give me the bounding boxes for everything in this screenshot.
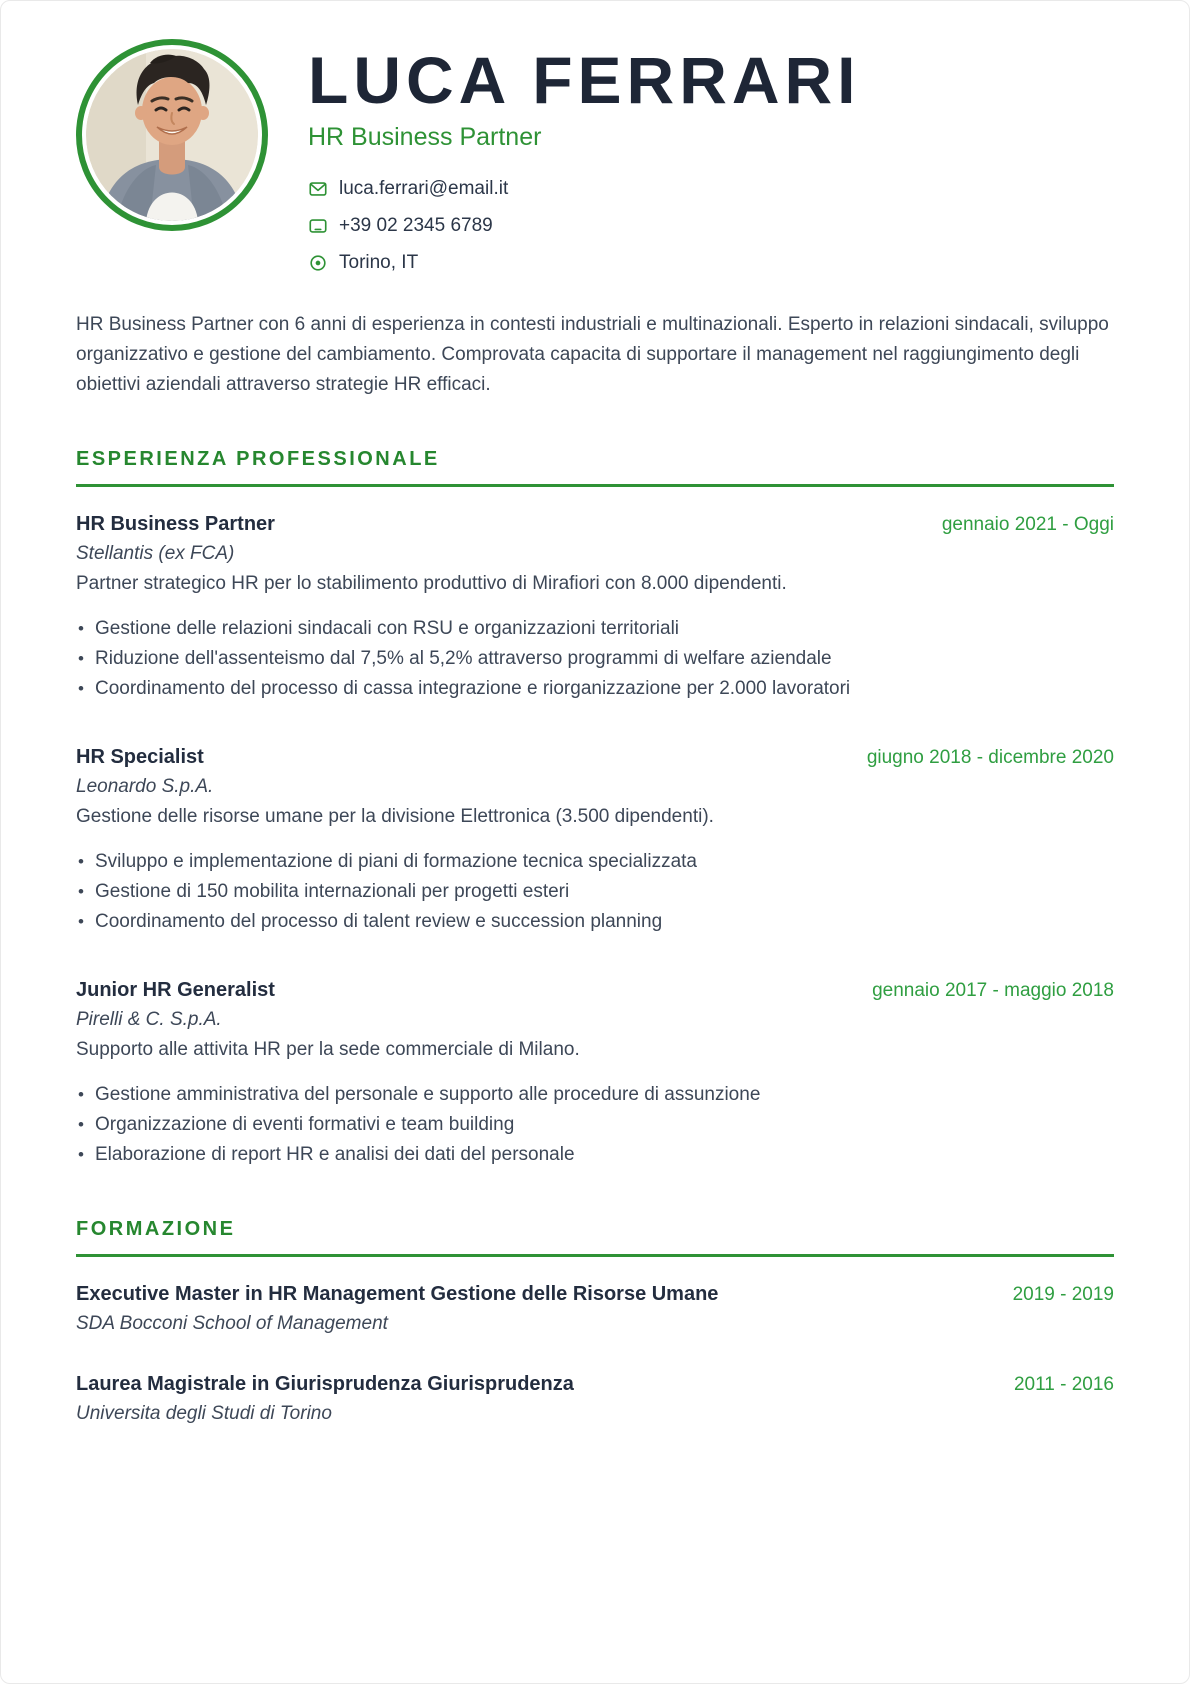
- experience-list: [76, 513, 1114, 1170]
- education-dates: 2019 - 2019: [1012, 1284, 1114, 1306]
- mail-icon: [308, 179, 328, 199]
- contact-list: [308, 178, 861, 274]
- job-company: Stellantis (ex FCA): [76, 543, 235, 565]
- location-icon: [308, 253, 328, 273]
- job-bullet: • Elaborazione di report HR e analisi dei dati del personale: [76, 1140, 1114, 1170]
- job-description: Supporto alle attivita HR per la sede commerciale di Milano.: [76, 1039, 580, 1061]
- contact-email-value: luca.ferrari@email.it: [339, 178, 509, 200]
- job-description: Partner strategico HR per lo stabilimento produttivo di Mirafiori con 8.000 dipendenti.: [76, 573, 787, 595]
- job-bullet: • Sviluppo e implementazione di piani di formazione tecnica specializzata: [76, 847, 1114, 877]
- education-entry: [76, 1373, 1114, 1425]
- job-header: [76, 746, 1114, 769]
- education-dates: 2011 - 2016: [1013, 1374, 1114, 1396]
- job-title: Junior HR Generalist: [76, 979, 275, 1002]
- job-bullet: • Coordinamento del processo di cassa integrazione e riorganizzazione per 2.000 lavoratori: [76, 674, 1114, 704]
- job-bullet-list: [76, 847, 1114, 937]
- profile-photo: [86, 49, 258, 221]
- job-header: [76, 979, 1114, 1002]
- header-text: [308, 39, 861, 274]
- person-name: LUCA FERRARI: [308, 43, 861, 117]
- profile-summary: HR Business Partner con 6 anni di esperienza in contesti industriali e multinazionali. Esperto in relazioni sindacali, sviluppo organizzativo e gestione del cambiamento. Comprovata capacita di supportare il management nel raggiungimento degli obiettivi aziendali attraverso strategie HR efficaci.: [76, 314, 1109, 396]
- job-bullet: • Organizzazione di eventi formativi e team building: [76, 1110, 1114, 1140]
- person-title: HR Business Partner: [308, 123, 542, 152]
- job-entry: [76, 746, 1114, 937]
- section-title-experience: ESPERIENZA PROFESSIONALE: [76, 448, 440, 471]
- job-dates: gennaio 2021 - Oggi: [941, 514, 1114, 536]
- job-title: HR Business Partner: [76, 513, 275, 536]
- education-header: [76, 1283, 1114, 1306]
- job-header: [76, 513, 1114, 536]
- header: [76, 39, 1114, 274]
- job-bullet-list: [76, 1080, 1114, 1170]
- job-dates: giugno 2018 - dicembre 2020: [866, 747, 1114, 769]
- job-entry: [76, 513, 1114, 704]
- section-rule: [76, 484, 1114, 487]
- job-bullet-list: [76, 614, 1114, 704]
- education-entry: [76, 1283, 1114, 1335]
- contact-phone: [308, 215, 861, 237]
- job-bullet: • Coordinamento del processo di talent review e succession planning: [76, 907, 1114, 937]
- contact-location: [308, 252, 861, 274]
- job-bullet: • Gestione delle relazioni sindacali con RSU e organizzazioni territoriali: [76, 614, 1114, 644]
- education-list: [76, 1283, 1114, 1425]
- job-dates: gennaio 2017 - maggio 2018: [872, 980, 1114, 1002]
- job-description: Gestione delle risorse umane per la divisione Elettronica (3.500 dipendenti).: [76, 806, 714, 828]
- job-bullet: • Riduzione dell'assenteismo dal 7,5% al 5,2% attraverso programmi di welfare aziendale: [76, 644, 1114, 674]
- job-bullet: • Gestione amministrativa del personale e supporto alle procedure di assunzione: [76, 1080, 1114, 1110]
- contact-email: [308, 178, 861, 200]
- contact-phone-value: +39 02 2345 6789: [339, 215, 493, 237]
- section-rule: [76, 1254, 1114, 1257]
- contact-location-value: Torino, IT: [339, 252, 419, 274]
- education-school: Universita degli Studi di Torino: [76, 1403, 332, 1425]
- job-bullet: • Gestione di 150 mobilita internazionali per progetti esteri: [76, 877, 1114, 907]
- education-header: [76, 1373, 1114, 1396]
- job-company: Leonardo S.p.A.: [76, 776, 214, 798]
- phone-icon: [308, 216, 328, 236]
- education-degree: Laurea Magistrale in Giurisprudenza Giurisprudenza: [76, 1373, 574, 1396]
- job-entry: [76, 979, 1114, 1170]
- avatar: [76, 39, 268, 231]
- education-degree: Executive Master in HR Management Gestione delle Risorse Umane: [76, 1283, 719, 1306]
- education-school: SDA Bocconi School of Management: [76, 1313, 388, 1335]
- job-company: Pirelli & C. S.p.A.: [76, 1009, 222, 1031]
- job-title: HR Specialist: [76, 746, 204, 769]
- section-title-education: FORMAZIONE: [76, 1218, 236, 1241]
